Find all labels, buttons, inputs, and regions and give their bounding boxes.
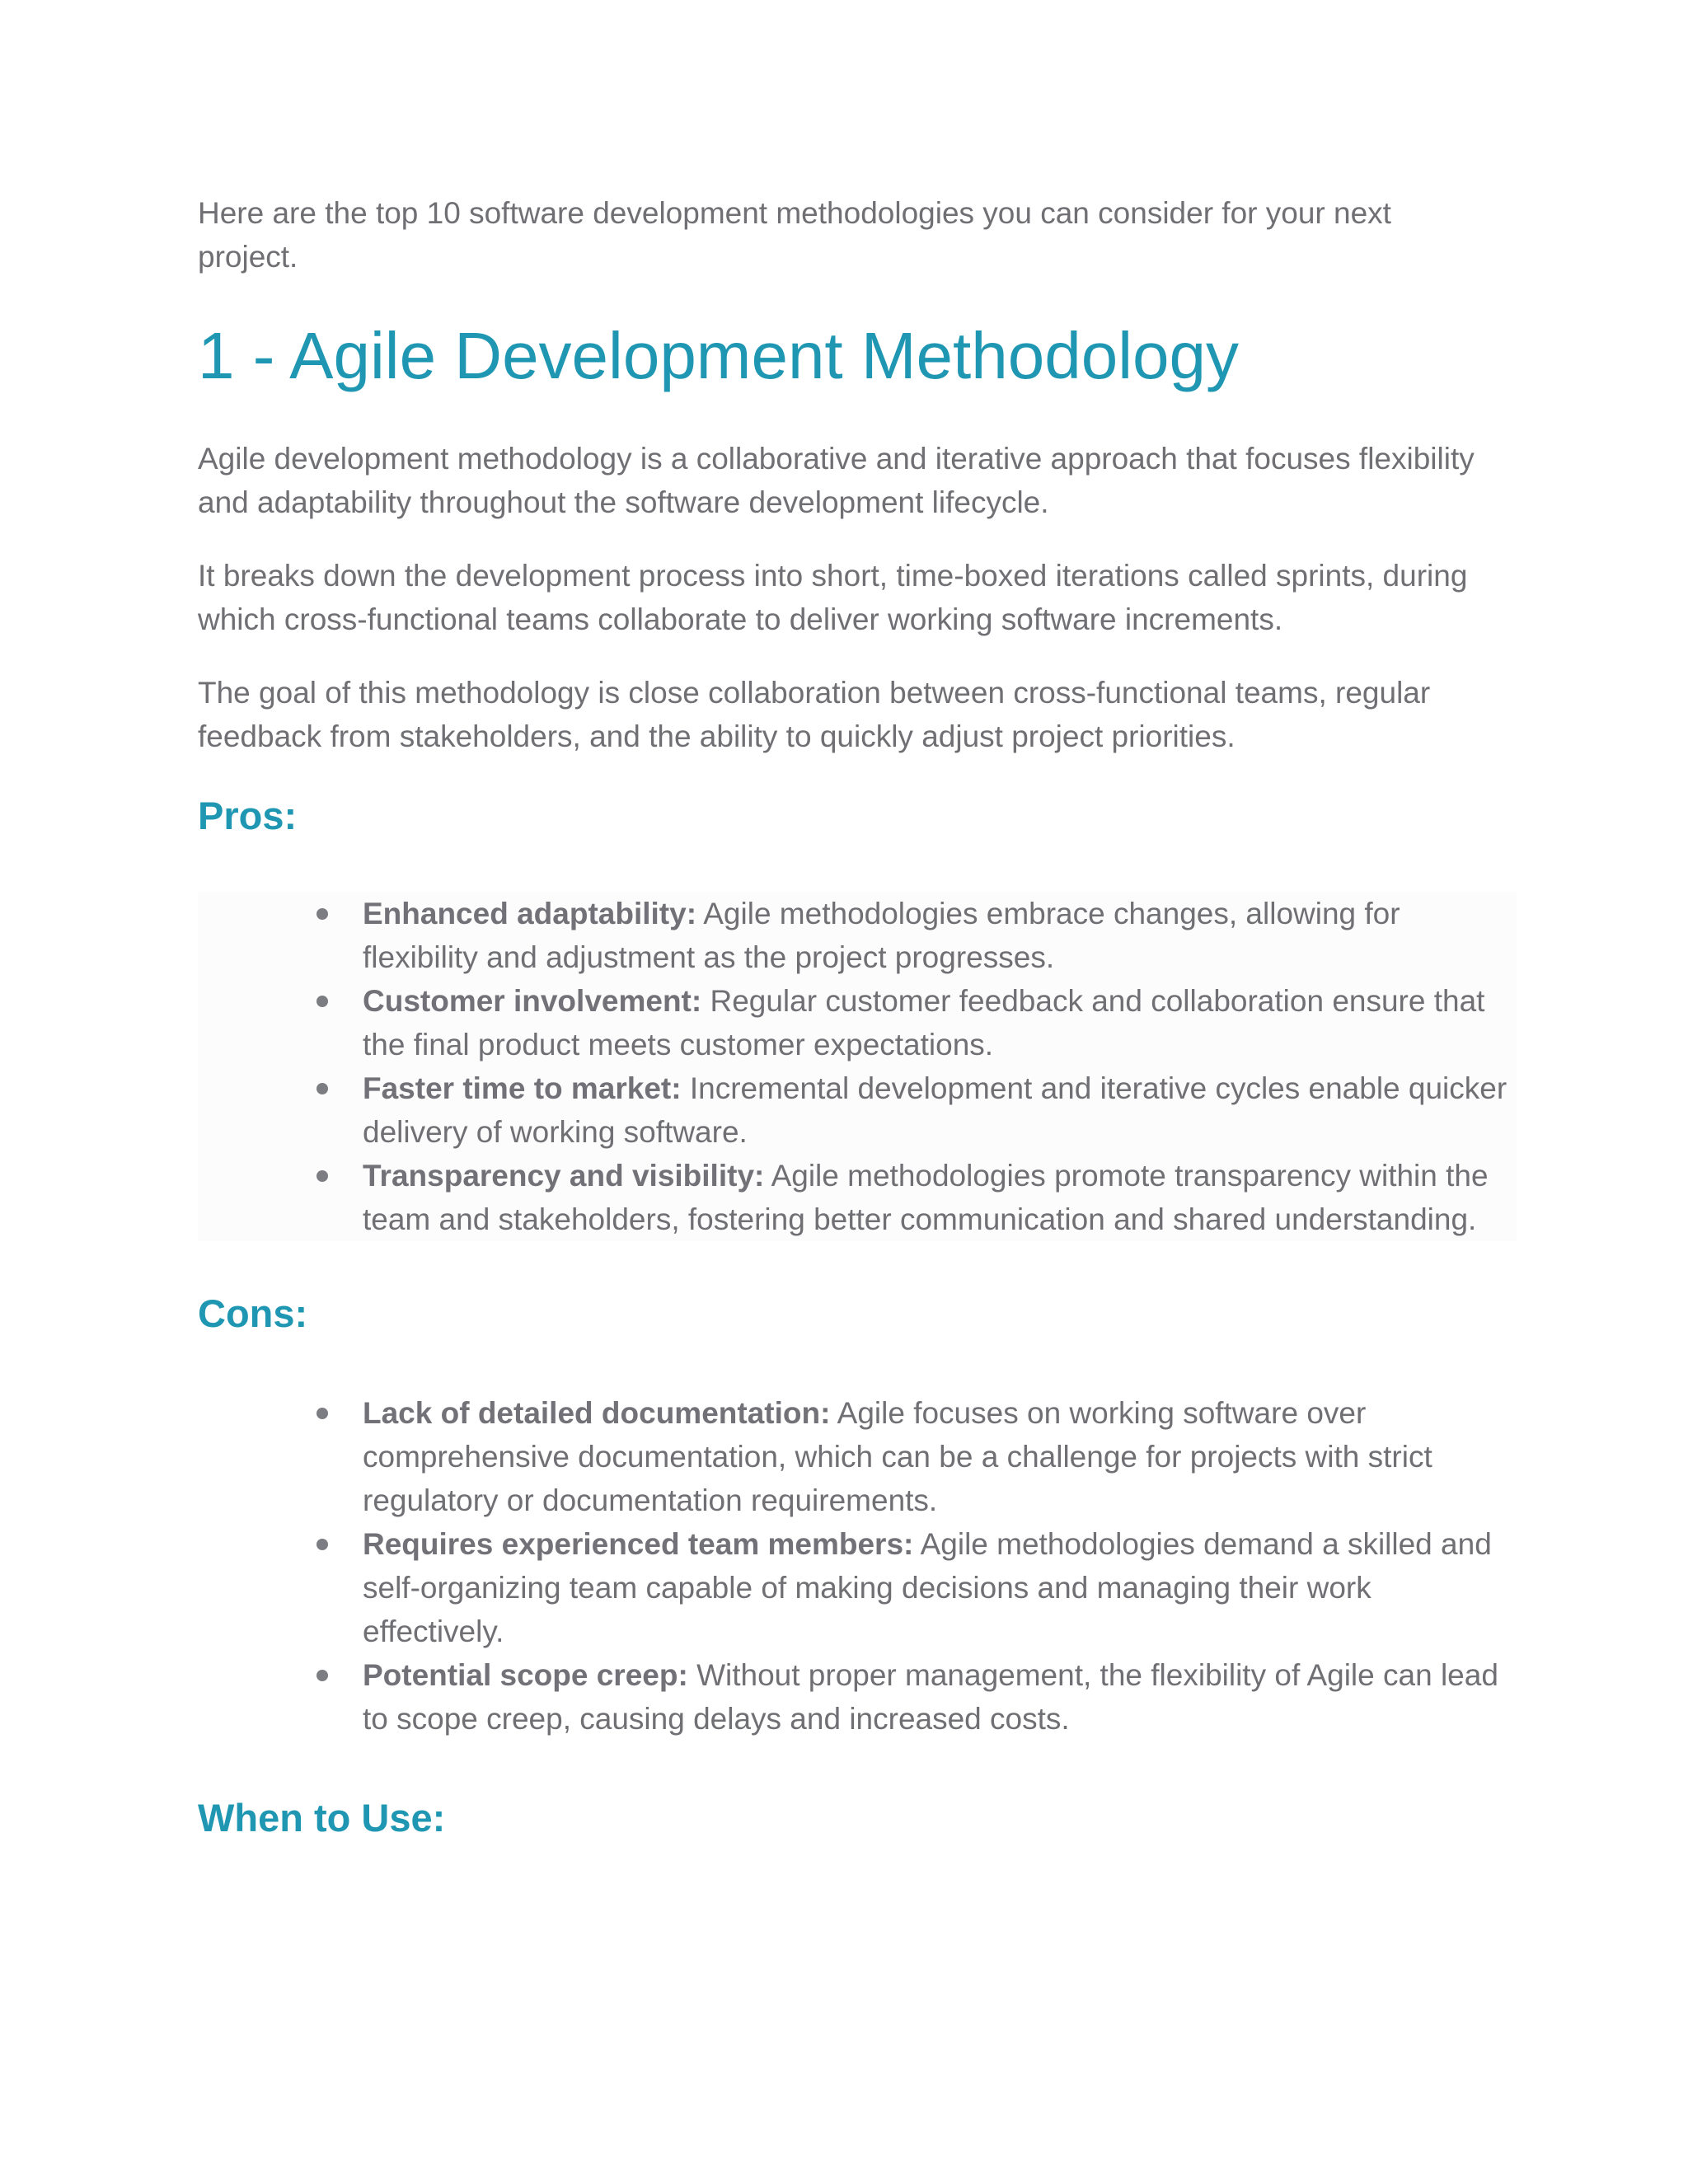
bullet-dot-icon [316, 1083, 328, 1094]
list-item [363, 1522, 1517, 1653]
intro-paragraph: Here are the top 10 software development methodologies you can consider for your next project. [198, 196, 1391, 274]
list-item-text: Agile methodologies embrace changes, allowing for flexibility and adjustment as the project progresses. [363, 897, 1400, 974]
list-item-term: Lack of detailed documentation: [363, 1396, 831, 1430]
list-item [363, 1653, 1517, 1741]
cons-list [198, 1391, 1517, 1741]
list-item [363, 1066, 1517, 1154]
list-item-text: Agile focuses on working software over comprehensive documentation, which can be a challenge for projects with strict regulatory or documentation requirements. [363, 1396, 1432, 1517]
list-item [363, 1391, 1517, 1522]
description-paragraph: The goal of this methodology is close collaboration between cross-functional teams, regular feedback from stakeholders, and the ability to quickly adjust project priorities. [198, 676, 1431, 753]
list-item-term: Customer involvement: [363, 984, 702, 1018]
list-item-text: Agile methodologies promote transparency within the team and stakeholders, fostering better communication and shared understanding. [363, 1159, 1489, 1236]
when-to-use-heading: When to Use: [198, 1796, 446, 1840]
list-item-term: Requires experienced team members: [363, 1527, 914, 1561]
list-item-text: Agile methodologies demand a skilled and self-organizing team capable of making decisions and managing their work effectively. [363, 1527, 1492, 1648]
list-item-term: Faster time to market: [363, 1071, 682, 1105]
list-item [363, 1154, 1517, 1241]
list-item-term: Transparency and visibility: [363, 1159, 765, 1193]
bullet-dot-icon [316, 1539, 328, 1550]
list-item-text: Without proper management, the flexibility of Agile can lead to scope creep, causing delays and increased costs. [363, 1658, 1498, 1736]
description-paragraph: It breaks down the development process into short, time-boxed iterations called sprints, during which cross-functional teams collaborate to deliver working software increments. [198, 559, 1468, 636]
list-item-term: Enhanced adaptability: [363, 897, 697, 930]
bullet-dot-icon [316, 1670, 328, 1681]
pros-list [198, 892, 1517, 1241]
pros-heading: Pros: [198, 794, 298, 837]
bullet-dot-icon [316, 908, 328, 920]
cons-heading: Cons: [198, 1291, 308, 1335]
list-item-text: Regular customer feedback and collaboration ensure that the final product meets customer expectations. [363, 984, 1485, 1062]
list-item [363, 979, 1517, 1066]
section-title: 1 - Agile Development Methodology [198, 319, 1239, 392]
bullet-dot-icon [316, 1170, 328, 1182]
bullet-dot-icon [316, 996, 328, 1007]
list-item-text: Incremental development and iterative cycles enable quicker delivery of working software. [363, 1071, 1507, 1149]
list-item [363, 892, 1517, 979]
list-item-term: Potential scope creep: [363, 1658, 688, 1692]
description-paragraph: Agile development methodology is a collaborative and iterative approach that focuses flexibility and adaptability throughout the software development lifecycle. [198, 442, 1475, 519]
bullet-dot-icon [316, 1408, 328, 1419]
